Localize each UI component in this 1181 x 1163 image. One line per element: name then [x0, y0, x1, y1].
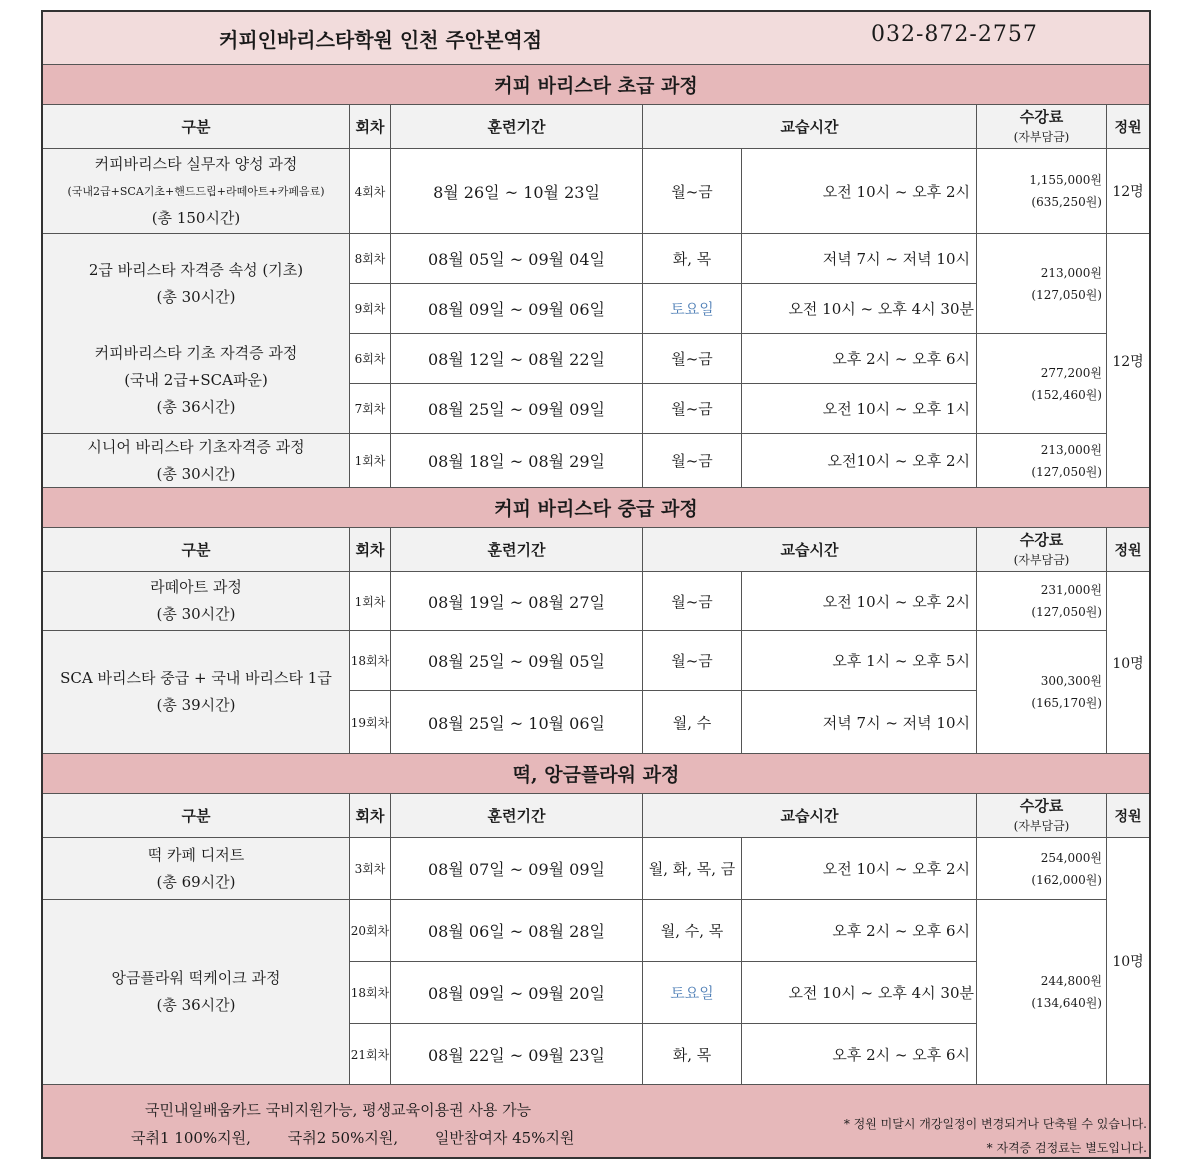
session-cell: 18회차	[350, 962, 391, 1024]
col-fee	[977, 105, 1107, 149]
col-fee-note: (자부담금)	[1013, 129, 1070, 144]
support-rate-3: 일반참여자 45%지원	[434, 1129, 575, 1147]
section-rice-cake-body	[43, 838, 1149, 1085]
fee-cell	[977, 334, 1107, 434]
support-info: 국민내일배움카드 국비지원가능, 평생교육이용권 사용 가능	[145, 1101, 532, 1119]
time-cell: 오전 10시 ~ 오후 2시	[742, 838, 977, 900]
section-title-beginner: 커피 바리스타 초급 과정	[43, 65, 1149, 105]
fee-cell	[977, 838, 1107, 900]
capacity-cell: 10명	[1107, 572, 1149, 754]
col-category: 구분	[43, 528, 350, 572]
time-cell: 오후 2시 ~ 오후 6시	[742, 1024, 977, 1085]
course-schedule-table	[41, 10, 1151, 1159]
fee-self-pay: (127,050원)	[1031, 287, 1102, 302]
col-category: 구분	[43, 794, 350, 838]
days-cell: 월, 화, 목, 금	[643, 838, 742, 900]
fee-amount: 213,000원	[1040, 442, 1102, 457]
fee-cell	[977, 234, 1107, 334]
section-title-rice-cake: 떡, 앙금플라워 과정	[43, 754, 1149, 794]
col-fee-note: (자부담금)	[1013, 552, 1070, 567]
col-capacity: 정원	[1107, 528, 1149, 572]
time-cell: 오전 10시 ~ 오후 4시 30분	[742, 962, 977, 1024]
col-class-time: 교습시간	[643, 105, 977, 149]
fee-self-pay: (152,460원)	[1031, 387, 1102, 402]
fee-amount: 1,155,000원	[1029, 173, 1102, 187]
note-exam-fee: * 자격증 검정료는 별도입니다.	[986, 1141, 1147, 1155]
course-hours: (총 30시간)	[156, 288, 236, 306]
fee-amount: 244,800원	[1040, 974, 1102, 988]
time-cell: 오후 2시 ~ 오후 6시	[742, 334, 977, 384]
col-fee-label: 수강료	[1019, 796, 1064, 815]
course-hours: (총 39시간)	[156, 696, 236, 714]
course-hours: (총 30시간)	[156, 464, 236, 483]
session-cell: 7회차	[350, 384, 391, 434]
course-hours: (총 30시간)	[156, 605, 236, 623]
col-capacity: 정원	[1107, 105, 1149, 149]
course-name-cell	[43, 572, 350, 631]
fee-cell	[977, 572, 1107, 631]
time-cell: 오전10시 ~ 오후 2시	[742, 434, 977, 488]
phone-number: 032-872-2757	[871, 22, 1038, 47]
support-rates	[131, 1127, 606, 1148]
fee-cell	[977, 631, 1107, 754]
days-cell: 월~금	[643, 572, 742, 631]
course-name: 2급 바리스타 자격증 속성 (기초)	[88, 261, 304, 279]
days-cell: 화, 목	[643, 234, 742, 284]
time-cell: 오전 10시 ~ 오후 1시	[742, 384, 977, 434]
col-session: 회차	[350, 105, 391, 149]
session-cell: 20회차	[350, 900, 391, 962]
col-fee-label: 수강료	[1019, 530, 1064, 549]
course-name: 시니어 바리스타 기초자격증 과정	[87, 437, 305, 456]
fee-amount: 277,200원	[1040, 365, 1102, 380]
course-detail: (국내2급+SCA기초+핸드드립+라떼아트+카페음료)	[67, 184, 325, 198]
col-capacity: 정원	[1107, 794, 1149, 838]
column-header-row	[43, 794, 1149, 838]
days-cell: 월~금	[643, 631, 742, 691]
period-cell: 08월 09일 ~ 09월 06일	[391, 284, 643, 334]
days-cell: 월~금	[643, 149, 742, 234]
fee-self-pay: (162,000원)	[1031, 872, 1102, 887]
support-rate-1: 국취1 100%지원,	[131, 1129, 251, 1147]
note-schedule-change: * 정원 미달시 개강일정이 변경되거나 단축될 수 있습니다.	[843, 1117, 1147, 1131]
fee-cell	[977, 900, 1107, 1085]
fee-cell	[977, 434, 1107, 488]
period-cell: 08월 09일 ~ 09월 20일	[391, 962, 643, 1024]
session-cell: 9회차	[350, 284, 391, 334]
fee-self-pay: (134,640원)	[1031, 996, 1102, 1010]
course-name-cell	[43, 631, 350, 754]
session-cell: 1회차	[350, 434, 391, 488]
course-name: 라떼아트 과정	[150, 578, 242, 596]
session-cell: 4회차	[350, 149, 391, 234]
col-period: 훈련기간	[391, 528, 643, 572]
fee-self-pay: (127,050원)	[1031, 605, 1102, 619]
course-name-cell	[43, 434, 350, 488]
days-cell: 월~금	[643, 384, 742, 434]
fee-cell	[977, 149, 1107, 234]
col-class-time: 교습시간	[643, 794, 977, 838]
footer-notes	[43, 1085, 1149, 1157]
fee-amount: 254,000원	[1040, 850, 1102, 865]
days-cell: 월~금	[643, 434, 742, 488]
session-cell: 19회차	[350, 691, 391, 754]
course-name: SCA 바리스타 중급 + 국내 바리스타 1급	[60, 669, 332, 687]
section-intermediate-body	[43, 572, 1149, 754]
col-session: 회차	[350, 528, 391, 572]
course-name: 앙금플라워 떡케이크 과정	[111, 969, 281, 987]
session-cell: 18회차	[350, 631, 391, 691]
period-cell: 08월 19일 ~ 08월 27일	[391, 572, 643, 631]
fee-amount: 213,000원	[1040, 265, 1102, 280]
time-cell: 오전 10시 ~ 오후 2시	[742, 572, 977, 631]
support-rate-2: 국취2 50%지원,	[287, 1129, 399, 1147]
course-hours: (총 36시간)	[156, 996, 236, 1014]
period-cell: 08월 25일 ~ 09월 05일	[391, 631, 643, 691]
session-cell: 6회차	[350, 334, 391, 384]
days-cell: 월, 수, 목	[643, 900, 742, 962]
days-cell: 월~금	[643, 334, 742, 384]
academy-title-row	[43, 12, 1149, 65]
capacity-cell: 12명	[1107, 234, 1149, 488]
col-fee-label: 수강료	[1019, 107, 1064, 126]
course-name: 커피바리스타 실무자 양성 과정	[94, 154, 298, 173]
academy-name: 커피인바리스타학원 인천 주안본역점	[219, 28, 543, 52]
capacity-cell: 12명	[1107, 149, 1149, 234]
section-beginner-body	[43, 149, 1149, 488]
fee-self-pay: (127,050원)	[1031, 464, 1102, 479]
fee-self-pay: (165,170원)	[1031, 696, 1102, 710]
time-cell: 저녁 7시 ~ 저녁 10시	[742, 234, 977, 284]
period-cell: 08월 07일 ~ 09월 09일	[391, 838, 643, 900]
course-name-cell	[43, 838, 350, 900]
session-cell: 8회차	[350, 234, 391, 284]
fee-amount: 300,300원	[1040, 674, 1102, 688]
days-cell: 토요일	[643, 962, 742, 1024]
course-hours: (총 69시간)	[156, 872, 236, 891]
time-cell: 오전 10시 ~ 오후 4시 30분	[742, 284, 977, 334]
column-header-row	[43, 105, 1149, 149]
session-cell: 3회차	[350, 838, 391, 900]
col-class-time: 교습시간	[643, 528, 977, 572]
course-name: 커피바리스타 기초 자격증 과정	[94, 344, 298, 362]
period-cell: 8월 26일 ~ 10월 23일	[391, 149, 643, 234]
col-category: 구분	[43, 105, 350, 149]
time-cell: 저녁 7시 ~ 저녁 10시	[742, 691, 977, 754]
fee-amount: 231,000원	[1040, 583, 1102, 597]
period-cell: 08월 18일 ~ 08월 29일	[391, 434, 643, 488]
col-session: 회차	[350, 794, 391, 838]
col-fee	[977, 794, 1107, 838]
course-name: 떡 카페 디저트	[147, 845, 245, 864]
col-fee-note: (자부담금)	[1013, 818, 1070, 833]
days-cell: 토요일	[643, 284, 742, 334]
session-cell: 21회차	[350, 1024, 391, 1085]
time-cell: 오전 10시 ~ 오후 2시	[742, 149, 977, 234]
days-cell: 화, 목	[643, 1024, 742, 1085]
period-cell: 08월 25일 ~ 10월 06일	[391, 691, 643, 754]
period-cell: 08월 05일 ~ 09월 04일	[391, 234, 643, 284]
period-cell: 08월 06일 ~ 08월 28일	[391, 900, 643, 962]
period-cell: 08월 22일 ~ 09월 23일	[391, 1024, 643, 1085]
course-name-cell	[43, 234, 350, 334]
column-header-row	[43, 528, 1149, 572]
time-cell: 오후 1시 ~ 오후 5시	[742, 631, 977, 691]
session-cell: 1회차	[350, 572, 391, 631]
col-fee	[977, 528, 1107, 572]
course-hours: (총 150시간)	[151, 208, 241, 227]
days-cell: 월, 수	[643, 691, 742, 754]
course-name-cell	[43, 334, 350, 434]
time-cell: 오후 2시 ~ 오후 6시	[742, 900, 977, 962]
capacity-cell: 10명	[1107, 838, 1149, 1085]
period-cell: 08월 25일 ~ 09월 09일	[391, 384, 643, 434]
course-name-cell	[43, 900, 350, 1085]
course-name-cell	[43, 149, 350, 234]
fee-self-pay: (635,250원)	[1031, 195, 1102, 209]
col-period: 훈련기간	[391, 105, 643, 149]
col-period: 훈련기간	[391, 794, 643, 838]
course-detail: (국내 2급+SCA파운)	[124, 371, 268, 389]
course-hours: (총 36시간)	[156, 398, 236, 416]
section-title-intermediate: 커피 바리스타 중급 과정	[43, 488, 1149, 528]
period-cell: 08월 12일 ~ 08월 22일	[391, 334, 643, 384]
